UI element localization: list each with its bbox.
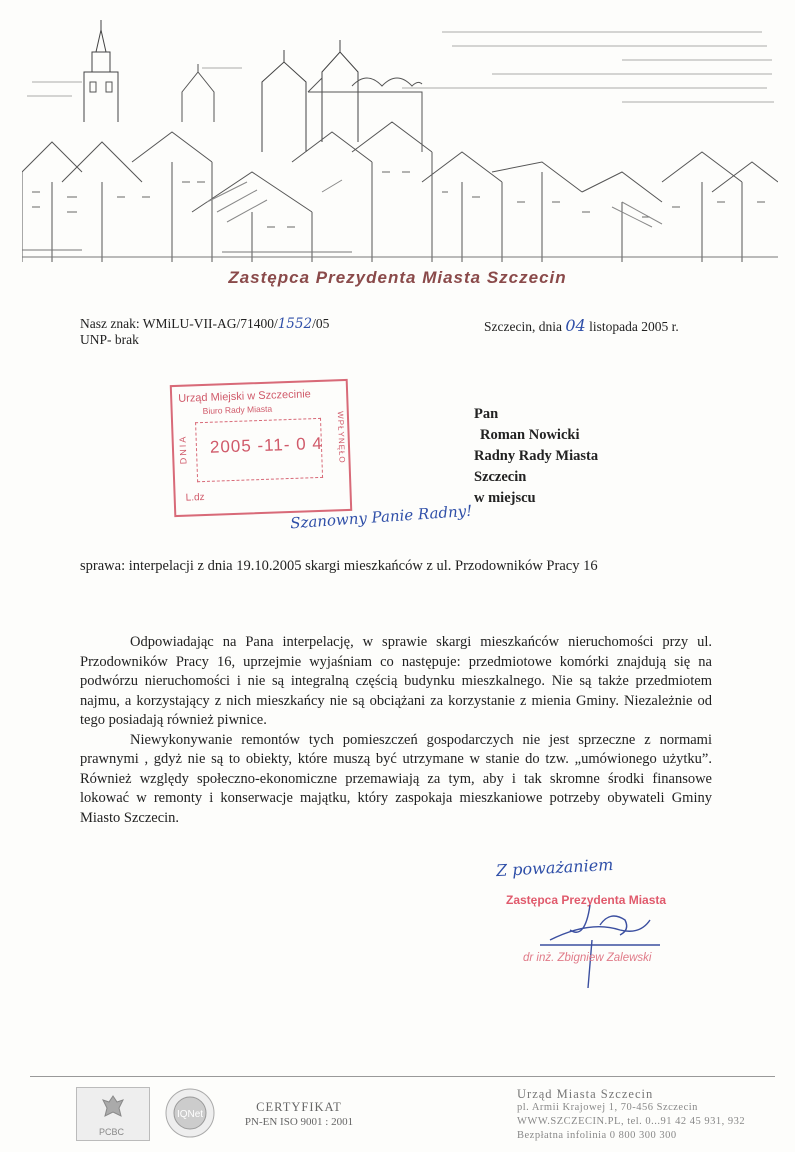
reference-handwritten-number: 1552 xyxy=(277,316,313,332)
handwritten-signature xyxy=(530,900,670,990)
body-paragraph: Odpowiadając na Pana interpelację, w sprawie skargi mieszkańców nieruchomości przy ul. Przodowników Pracy 16, uprzejmie wyjaśniam co następuje: przedmiotowe komórki znajdują się na podwórzu nieruchomości i nie są integralną częścią budynku mieszkalnego. Nie są także przedmiotem najmu, a korzystający z nich mieszkańcy nie są obciążani za korzystanie z mienia Gminy. Niezależnie od tego posiadają również piwnice. xyxy=(80,634,712,728)
iqnet-logo-text: IQNet xyxy=(176,1109,204,1120)
address-line: pl. Armii Krajowej 1, 70-456 Szczecin xyxy=(517,1102,698,1113)
recipient-line: Pan xyxy=(474,406,499,422)
stamp-date: 2005 -11- 0 4 xyxy=(209,433,324,457)
signatory-name: dr inż. Zbigniew Zalewski xyxy=(523,952,652,964)
eagle-emblem-icon xyxy=(101,1094,125,1120)
pcbc-logo xyxy=(76,1087,150,1141)
reference-printed: Nasz znak: WMiLU-VII-AG/71400/ xyxy=(80,316,278,331)
stamp-line-bureau: Biuro Rady Miasta xyxy=(202,403,273,417)
address-line: Urząd Miasta Szczecin xyxy=(517,1087,654,1101)
signature-stamp-title: Zastępca Prezydenta Miasta xyxy=(506,893,667,907)
closing-handwritten: Z poważaniem xyxy=(495,854,614,881)
footer-divider xyxy=(30,1076,775,1077)
address-line: WWW.SZCZECIN.PL, tel. 0...91 42 45 931, 932 xyxy=(517,1116,746,1127)
address-line: Bezpłatna infolinia 0 800 300 300 xyxy=(517,1130,677,1141)
unp-reference: UNP- brak xyxy=(80,332,139,347)
letter-body xyxy=(80,633,712,828)
iqnet-logo xyxy=(164,1087,216,1139)
stamp-ldz: L.dz xyxy=(185,492,205,504)
office-address xyxy=(517,1087,745,1143)
letter-date xyxy=(484,316,679,335)
pcbc-logo-text: PCBC xyxy=(99,1127,125,1137)
date-prefix: Szczecin, dnia xyxy=(484,319,562,334)
body-paragraph: Niewykonywanie remontów tych pomieszczeń gospodarczych nie jest sprzeczne z normami prawnymi , gdyż nie są to obiekty, które muszą być utrzymane w stanie do tzw. „umówionego użytku”. Również względy społeczno-ekonomiczne przemawiają za tym, aby i tak skromne środki finansowe lokować w remonty i konserwacje majątku, który zaspokaja mieszkaniowe potrzeby obywateli Gminy Miasto Szczecin. xyxy=(80,731,712,826)
recipient-line: Szczecin xyxy=(474,469,527,485)
stamp-line-office: Urząd Miejski w Szczecinie xyxy=(178,388,312,405)
recipient-line: w miejscu xyxy=(474,490,536,506)
date-suffix: listopada 2005 r. xyxy=(589,319,679,334)
certificate-title: CERTYFIKAT xyxy=(256,1100,342,1114)
recipient-line: Radny Rady Miasta xyxy=(474,448,599,464)
office-title: Zastępca Prezydenta Miasta Szczecin xyxy=(228,268,567,287)
recipient-line: Roman Nowicki xyxy=(480,427,580,443)
our-reference xyxy=(80,316,329,332)
certificate-standard: PN-EN ISO 9001 : 2001 xyxy=(244,1116,354,1128)
date-day-handwritten: 04 xyxy=(565,316,586,335)
reference-suffix: /05 xyxy=(312,316,330,331)
stamp-side-right: WPŁYNĘŁO xyxy=(335,411,347,464)
city-skyline-illustration xyxy=(22,12,778,262)
recipient-block xyxy=(474,404,598,509)
registry-stamp xyxy=(170,379,352,517)
certificate-block xyxy=(224,1100,374,1130)
subject-line: sprawa: interpelacji z dnia 19.10.2005 skargi mieszkańców z ul. Przodowników Pracy 16 xyxy=(80,558,598,574)
stamp-side-left: DNIA xyxy=(177,434,189,465)
salutation-handwritten: Szanowny Panie Radny! xyxy=(289,501,473,533)
